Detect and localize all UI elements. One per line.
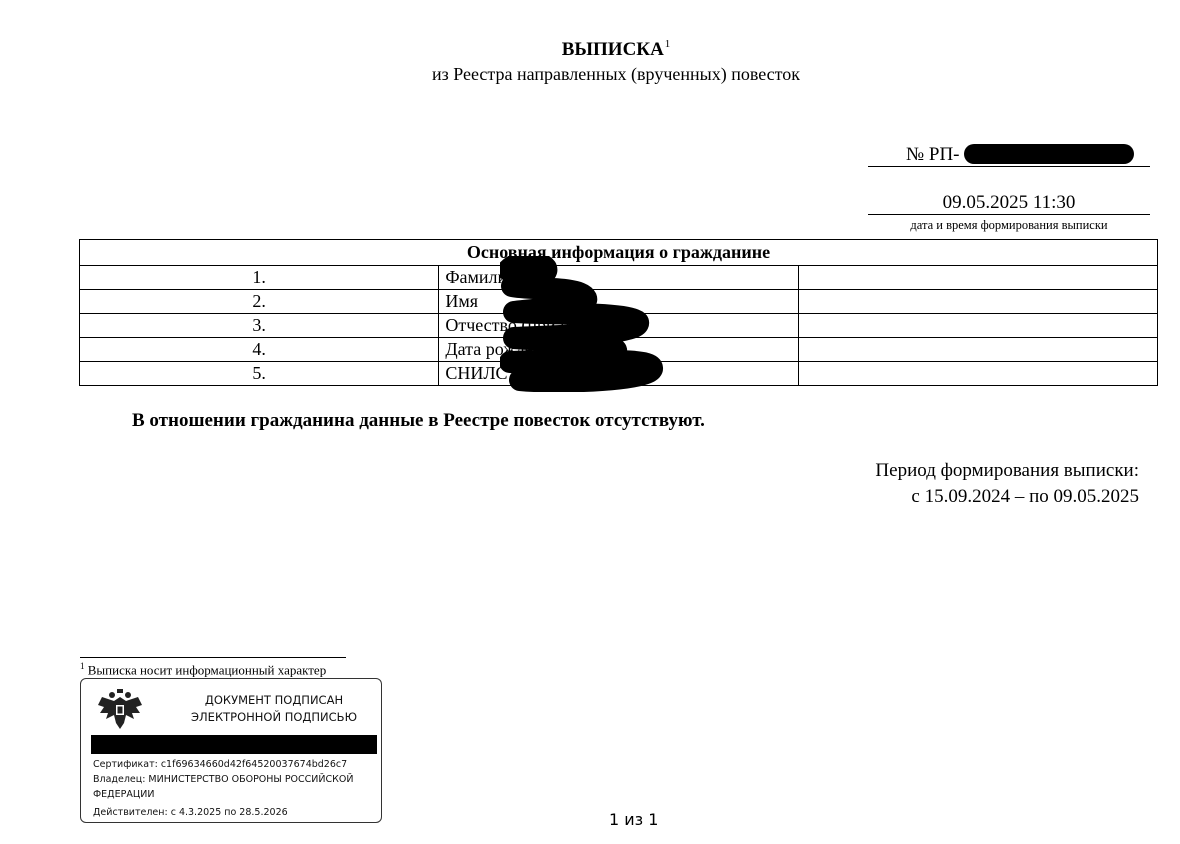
stamp-details: [93, 757, 378, 802]
row-label: СНИЛС: [439, 362, 798, 386]
formation-datetime: 09.05.2025 11:30: [868, 192, 1150, 215]
row-label: Фамилия: [439, 266, 798, 290]
row-value-redacted: [798, 266, 1157, 290]
certificate-validity: Действителен: с 4.3.2025 по 28.5.2026: [93, 807, 288, 818]
double-headed-eagle-icon: [96, 687, 144, 731]
redaction-scribble: [500, 256, 670, 392]
row-number: 2.: [80, 290, 439, 314]
footnote-divider: [80, 657, 346, 658]
footnote: [80, 661, 326, 678]
row-number: 1.: [80, 266, 439, 290]
document-subtitle: из Реестра направленных (врученных) повесток: [431, 64, 801, 84]
period-range: с 15.09.2024 – по 09.05.2025: [911, 486, 1139, 507]
footnote-mark: 1: [80, 661, 85, 671]
row-value-redacted: [798, 338, 1157, 362]
document-number-label: № РП-: [906, 144, 960, 165]
footnote-text: Выписка носит информационный характер: [87, 662, 327, 678]
stamp-title-line1: ДОКУМЕНТ ПОДПИСАН: [204, 693, 344, 707]
row-label: Дата рождения: [439, 338, 798, 362]
redacted-signer-bar: [91, 735, 377, 754]
page-indicator: 1 из 1: [609, 810, 659, 829]
row-value-redacted: [798, 314, 1157, 338]
formation-datetime-caption: дата и время формирования выписки: [910, 218, 1108, 232]
title-footnote-mark: 1: [664, 38, 671, 50]
row-label: Имя: [439, 290, 798, 314]
document-title: [0, 38, 1180, 61]
redacted-number: [964, 144, 1134, 164]
row-value-redacted: [798, 362, 1157, 386]
stamp-title-line2: ЭЛЕКТРОННОЙ ПОДПИСЬЮ: [191, 710, 357, 724]
no-records-statement: В отношении гражданина данные в Реестре повесток отсутствуют.: [132, 410, 705, 431]
title-text: ВЫПИСКА: [561, 39, 664, 60]
certificate-owner: Владелец: МИНИСТЕРСТВО ОБОРОНЫ РОССИЙСКОЙ ФЕДЕРАЦИИ: [93, 774, 354, 800]
row-label: Отчество (при наличии): [439, 314, 798, 338]
table-heading: Основная информация о гражданине: [80, 240, 1158, 266]
period-label: Период формирования выписки:: [875, 460, 1139, 481]
certificate-number: Сертификат: c1f69634660d42f64520037674bd26c7: [93, 759, 348, 770]
electronic-signature-stamp: [80, 678, 382, 823]
period-block: [760, 458, 1139, 510]
row-number: 5.: [80, 362, 439, 386]
row-number: 4.: [80, 338, 439, 362]
row-value-redacted: [798, 290, 1157, 314]
stamp-title: [169, 692, 379, 726]
document-number-line: [868, 144, 1150, 167]
row-number: 3.: [80, 314, 439, 338]
